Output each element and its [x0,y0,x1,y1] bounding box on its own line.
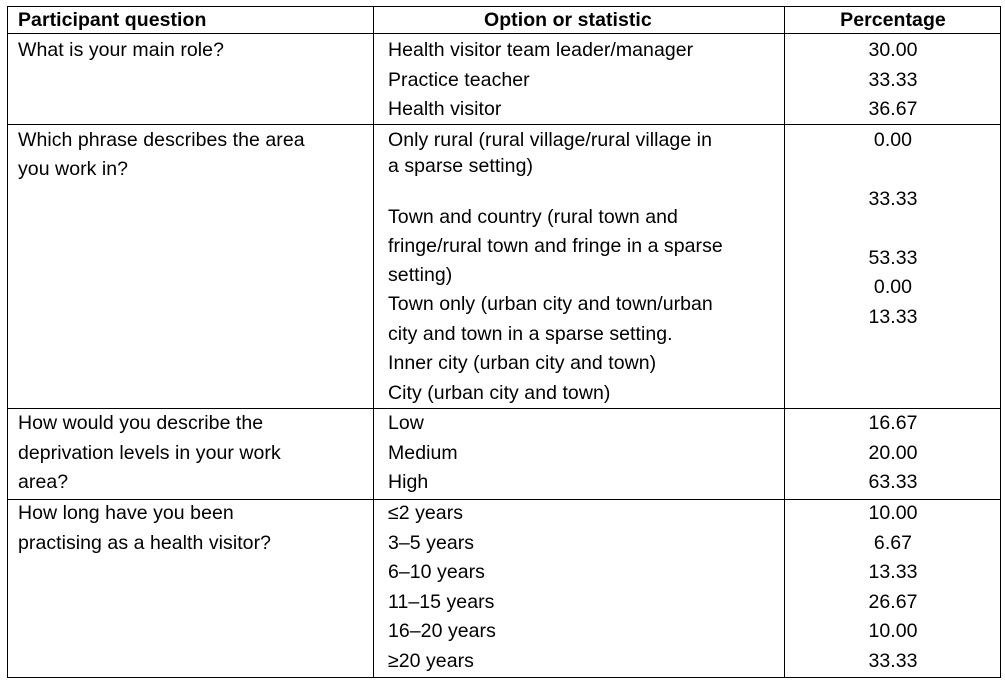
question-cell: practising as a health visitor? [18,532,272,554]
percentage-cell: 6.67 [873,532,913,554]
option-cell: Town and country (rural town and [388,206,678,228]
question-cell: How long have you been [18,502,234,524]
option-cell: city and town in a sparse setting. [388,323,673,345]
option-cell: 16–20 years [388,620,496,642]
percentage-cell: 26.67 [868,591,918,613]
row-divider [8,124,1000,125]
option-cell: 6–10 years [388,561,485,583]
percentage-cell: 33.33 [868,650,918,672]
header-percentage: Percentage [840,9,946,31]
option-cell: a sparse setting) [388,155,534,177]
question-cell: area? [18,471,69,493]
option-cell: Town only (urban city and town/urban [388,293,713,315]
percentage-cell: 30.00 [868,39,918,61]
question-cell: Which phrase describes the area [18,129,305,151]
option-cell: High [388,471,429,493]
percentage-cell: 16.67 [868,412,918,434]
question-cell: deprivation levels in your work [18,442,281,464]
option-cell: Inner city (urban city and town) [388,352,657,374]
percentage-cell: 36.67 [868,98,918,120]
header-option-or-statistic: Option or statistic [484,9,652,31]
percentage-cell: 10.00 [868,502,918,524]
option-cell: Health visitor team leader/manager [388,39,694,61]
percentage-cell: 13.33 [868,561,918,583]
option-cell: ≥20 years [388,650,474,672]
column-divider [373,7,374,677]
option-cell: City (urban city and town) [388,382,611,404]
option-cell: ≤2 years [388,502,464,524]
percentage-cell: 0.00 [873,129,913,151]
option-cell: Medium [388,442,458,464]
option-cell: 11–15 years [388,591,495,613]
question-cell: you work in? [18,158,129,180]
row-divider [8,408,1000,409]
option-cell: 3–5 years [388,532,475,554]
option-cell: Health visitor [388,98,502,120]
option-cell: Practice teacher [388,69,530,91]
percentage-cell: 63.33 [868,471,918,493]
question-cell: How would you describe the [18,412,264,434]
question-cell: What is your main role? [18,39,224,61]
row-divider [8,499,1000,500]
row-divider [8,33,1000,34]
option-cell: fringe/rural town and fringe in a sparse [388,235,723,257]
percentage-cell: 33.33 [868,69,918,91]
percentage-cell: 53.33 [868,247,918,269]
percentage-cell: 0.00 [873,276,913,298]
percentage-cell: 10.00 [868,620,918,642]
option-cell: Low [388,412,424,434]
header-participant-question: Participant question [18,9,207,31]
survey-table [7,6,1001,678]
option-cell: Only rural (rural village/rural village in [388,129,712,151]
percentage-cell: 13.33 [868,306,918,328]
percentage-cell: 33.33 [868,188,918,210]
percentage-cell: 20.00 [868,442,918,464]
option-cell: setting) [388,264,453,286]
